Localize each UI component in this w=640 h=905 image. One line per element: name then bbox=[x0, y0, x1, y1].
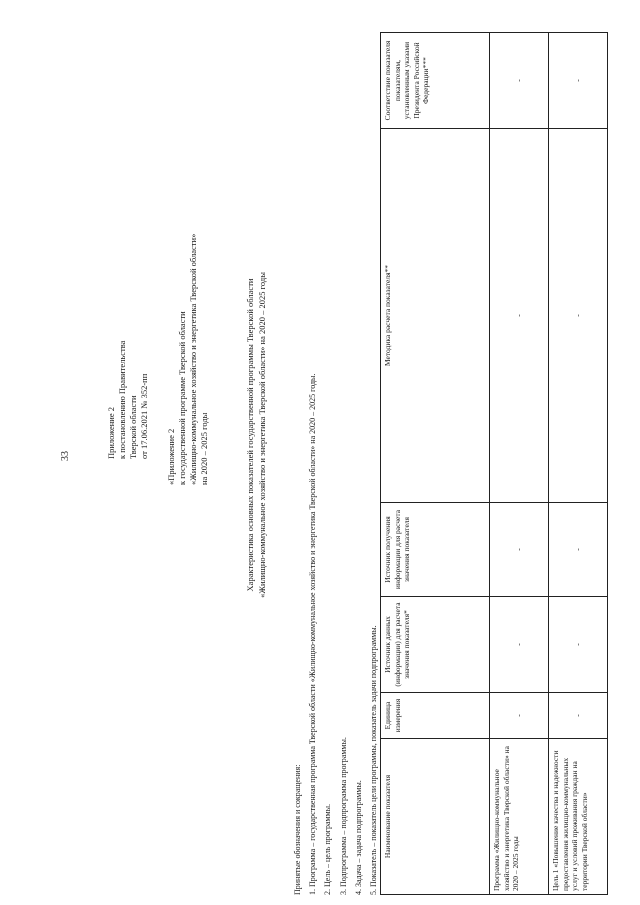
approval-line: Тверской области bbox=[128, 395, 138, 459]
heading-line-2: «Жилищно-коммунальное хозяйство и энергетика Тверской области» на 2020 – 2025 годы bbox=[257, 272, 267, 598]
cell-method: - bbox=[549, 129, 608, 503]
abbreviation-item: 3. Подпрограмма – подпрограмма программы. bbox=[338, 737, 348, 895]
abbreviations-block bbox=[290, 374, 381, 895]
cell-unit: - bbox=[549, 693, 608, 739]
header-method: Методика расчета показателя** bbox=[381, 129, 490, 503]
cell-compliance: - bbox=[490, 33, 549, 129]
appendix-line: к государственной программе Тверской области bbox=[177, 311, 187, 485]
cell-info-source: - bbox=[549, 503, 608, 597]
abbreviation-item: 2. Цель – цель программы. bbox=[323, 803, 333, 895]
approval-line: от 17.06.2021 № 352-пп bbox=[139, 373, 149, 459]
header-info-source: Источник получения информации для расчета значения показателя bbox=[381, 503, 490, 597]
approval-block bbox=[106, 341, 150, 459]
abbreviation-item: 1. Программа – государственная программа Тверской области «Жилищно-коммунальное хозяйство и энергетика Тверской области» на 2020 – 2025 годы. bbox=[308, 373, 318, 895]
approval-line: Приложение 2 bbox=[106, 407, 116, 459]
page-number: 33 bbox=[60, 451, 71, 461]
table-row bbox=[549, 33, 608, 895]
table-header-row bbox=[381, 33, 490, 895]
appendix-line: «Приложение 2 bbox=[166, 428, 176, 485]
header-data-source: Источник данных (информации) для расчета значения показателя* bbox=[381, 597, 490, 693]
table-row bbox=[490, 33, 549, 895]
abbreviation-item: 5. Показатель – показатель цели программы, показатель задачи подпрограммы. bbox=[369, 625, 379, 895]
cell-data-source: - bbox=[549, 597, 608, 693]
cell-unit: - bbox=[490, 693, 549, 739]
cell-info-source: - bbox=[490, 503, 549, 597]
cell-data-source: - bbox=[490, 597, 549, 693]
heading-line-1: Характеристика основных показателей государственной программы Тверской области bbox=[245, 278, 255, 592]
header-unit: Единица измерения bbox=[381, 693, 490, 739]
indicators-table bbox=[380, 32, 608, 895]
appendix-block bbox=[166, 234, 210, 485]
cell-compliance: - bbox=[549, 33, 608, 129]
cell-indicator-name: Программа «Жилищно-коммунальное хозяйство и энергетика Тверской области» на 2020 – 2025 годы bbox=[490, 739, 549, 895]
abbreviations-title: Принятые обозначения и сокращения: bbox=[293, 764, 302, 895]
abbreviation-item: 4. Задача – задача подпрограммы. bbox=[353, 780, 363, 895]
appendix-line: «Жилищно-коммунальное хозяйство и энергетика Тверской области» bbox=[188, 233, 198, 485]
appendix-line: на 2020 – 2025 годы bbox=[199, 412, 209, 485]
header-compliance: Соответствие показателя показателям, установленным указами Президента Российской Федерации*** bbox=[381, 33, 490, 129]
cell-method: - bbox=[490, 129, 549, 503]
cell-indicator-name: Цель 1 «Повышение качества и надежности предоставления жилищно-коммунальных услуг и условий проживания граждан на территории Тверской области» bbox=[549, 739, 608, 895]
approval-line: к постановлению Правительства bbox=[117, 340, 127, 459]
header-indicator-name: Наименование показателя bbox=[381, 739, 490, 895]
document-heading bbox=[244, 85, 268, 785]
